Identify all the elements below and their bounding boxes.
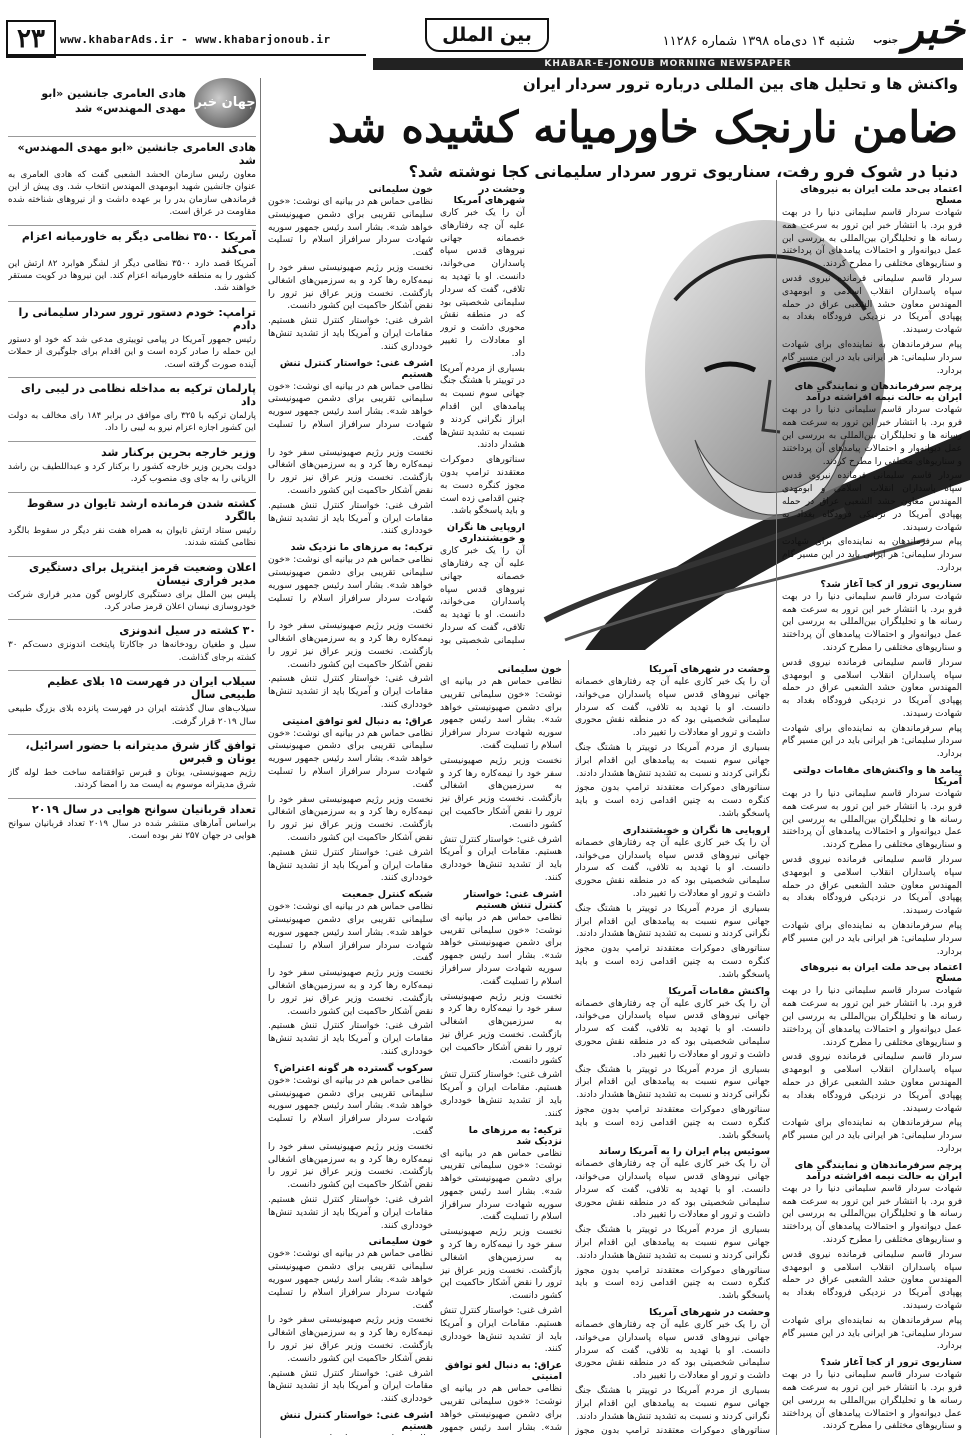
- article-paragraph: سردار قاسم سلیمانی فرمانده نیروی قدس سپاه پاسداران انقلاب اسلامی و ابومهدی المهندس معاون حشد الشعبی عراق در حمله پهپادی آمریکا در نزدیکی فرودگاه بغداد به شهادت رسیدند.: [782, 1249, 962, 1311]
- sidebar-news-text: سیلاب‌های سال گذشته ایران در فهرست پانزده بلای بزرگ طبیعی سال ۲۰۱۹ قرار گرفت.: [8, 704, 256, 727]
- article-paragraph: اشرف غنی: خواستار کنترل تنش هستیم. مقامات ایران و آمریکا باید از تشدید تنش‌ها خودداری کنند.: [268, 1368, 433, 1405]
- article-paragraph: سناتورهای دموکرات معتقدند ترامپ بدون مجوز کنگره دست به چنین اقدامی زده است و باید پاسخگو باشد.: [575, 1104, 770, 1141]
- sidebar-news-text: براساس آمارهای منتشر شده در سال ۲۰۱۹ تعداد قربانیان سوانح هوایی در جهان ۲۵۷ نفر بوده است.: [8, 818, 256, 842]
- article-paragraph: نظامی حماس هم در بیانیه ای نوشت: «خون سلیمانی تقریبی برای دشمن صهیونیستی خواهد شد». بشار اسد رئیس جمهور سوریه شهادت سردار سرافراز اسلام را تسلیت گفت.: [440, 912, 562, 987]
- article-subhead: اشرف غنی: خواستار کنترل تنش هستیم: [463, 888, 562, 911]
- sidebar-news-text: دولت بحرین وزیر خارجه کشور را برکنار کرد و عبداللطیف بن راشد الزیانی را به جای وی منصوب کرد.: [8, 461, 256, 485]
- article-subhead: عراق: به دنبال لغو توافق امنیتی: [444, 1360, 562, 1383]
- sidebar-news-title: اعلان وضعیت قرمز اینترپل برای دستگیری مدیر فراری نیسان: [8, 556, 256, 587]
- article-subhead: سرکوب گسترده هر گونه اعتراض؟: [273, 1062, 433, 1074]
- article-subhead: پیامد ها و واکنش‌های مقامات دولتی آمریکا: [793, 765, 962, 788]
- article-subhead: وحشت در شهرهای آمریکا: [649, 664, 770, 675]
- sidebar-news-item: [8, 225, 256, 295]
- article-paragraph: آن را یک خبر کاری علیه آن چه رفتارهای خصمانه جهانی نیروهای قدس سپاه پاسداران می‌خواند، دانست. او با تهدید به تلافی، گفت که سردار سلیمانی شخصیتی بود: [440, 546, 525, 646]
- header-rule: [6, 54, 366, 56]
- article-subhead: خون سلیمانی: [368, 184, 433, 195]
- article-paragraph: اشرف غنی: خواستار کنترل تنش هستیم. مقامات ایران و آمریکا باید از تشدید تنش‌ها خودداری کنند.: [440, 1306, 562, 1355]
- article-paragraph: پیام سرفرماندهان به نماینده‌ای برای شهادت سردار سلیمانی: هر ایرانی باید در این مسیر گام بردارد.: [782, 723, 962, 760]
- article-paragraph: نخست وزیر رژیم صهیونیستی سفر خود را نیمه‌کاره رها کرد و به سرزمین‌های اشغالی بازگشت. نخست وزیر عراق نیز ترور را نقض آشکار حاکمیت این کشور دانست.: [268, 794, 433, 844]
- sidebar-news-title: توافق گاز شرق مدیترانه با حضور اسرائیل، یونان و قبرس: [8, 734, 256, 765]
- article-paragraph: نخست وزیر رژیم صهیونیستی سفر خود را نیمه‌کاره رها کرد و به سرزمین‌های اشغالی بازگشت. نخست وزیر عراق نیز ترور را نقض آشکار حاکمیت این کشور دانست.: [268, 968, 433, 1017]
- article-subhead: اعتماد بی‌حد ملت ایران به نیروهای مسلح: [800, 962, 962, 985]
- article-paragraph: نظامی حماس هم در بیانیه ای نوشت: «خون سلیمانی تقریبی برای دشمن صهیونیستی خواهد شد». بشار اسد رئیس جمهور: [440, 1384, 562, 1433]
- sidebar-lead: هادی العامری جانشین «ابو مهدی المهندس» شد: [41, 87, 186, 115]
- article-paragraph: اشرف غنی: خواستار کنترل تنش هستیم. مقامات ایران و آمریکا باید از تشدید تنش‌ها خودداری کنند.: [268, 1021, 433, 1058]
- article-paragraph: پیام سرفرماندهان به نماینده‌ای برای شهادت سردار سلیمانی: هر ایرانی باید در این مسیر گام بردارد.: [782, 1118, 962, 1154]
- article-paragraph: سردار قاسم سلیمانی فرمانده نیروی قدس سپاه پاسداران انقلاب اسلامی و ابومهدی المهندس معاون حشد الشعبی عراق در حمله پهپادی آمریکا در نزدیکی فرودگاه بغداد به شهادت رسیدند.: [782, 273, 962, 336]
- article-paragraph: نخست وزیر رژیم صهیونیستی سفر خود را نیمه‌کاره رها کرد و به سرزمین‌های اشغالی بازگشت. نخست وزیر عراق نیز ترور را نقض آشکار حاکمیت این کشور دانست.: [440, 755, 562, 830]
- article-paragraph: شهادت سردار قاسم سلیمانی دنیا را در بهت فرو برد. با انتشار خبر این ترور به سرعت همه رسانه ها و تحلیلگران بین‌المللی به بررسی این عمل دیوانه‌وار و احتمالات پیامدهای آن پرداختند و سناریوهای مختلفی را مطرح کردند.: [782, 1183, 962, 1245]
- sidebar-news-item: [8, 441, 256, 486]
- sidebar-news-title: آمریکا ۳۵۰۰ نظامی دیگر به خاورمیانه اعزام می‌کند: [8, 225, 256, 256]
- article-column-2: [575, 660, 770, 1435]
- english-banner: KHABAR-E-JONOUB MORNING NEWSPAPER: [373, 58, 963, 70]
- article-subhead: اشرف غنی: خواستار کنترل تنش هستیم: [279, 1409, 433, 1432]
- sidebar-news-text: آمریکا قصد دارد ۳۵۰۰ نظامی دیگر از لشگر هوابرد ۸۲ ارتش این کشور را به منطقه خاورمیانه اعزام کند. این نیروها در کویت مستقر خواهند شد.: [8, 258, 256, 294]
- column-divider: [568, 660, 569, 1435]
- article-subhead: وحشت در شهرهای آمریکا: [453, 184, 525, 206]
- article-paragraph: نخست وزیر رژیم صهیونیستی سفر خود را نیمه‌کاره رها کرد و به سرزمین‌های اشغالی بازگشت. نخست وزیر عراق نیز ترور را نقض آشکار حاکمیت این کشور دانست.: [268, 1141, 433, 1191]
- sidebar-news-text: پلیس بین الملل برای دستگیری کارلوس گون مدیر فراری شرکت خودروسازی نیسان اعلان قرمز صادر کرد.: [8, 589, 256, 612]
- article-paragraph: نظامی حماس هم در بیانیه ای نوشت: «خون سلیمانی تقریبی برای دشمن صهیونیستی خواهد شد». بشار اسد رئیس جمهور سوریه شهادت سردار سرافراز اسلام را تسلیت گفت.: [268, 728, 433, 790]
- sidebar-news-text: رئیس ستاد ارتش تایوان به همراه هفت نفر دیگر در سقوط بالگرد نظامی کشته شدند.: [8, 525, 256, 549]
- news-sidebar: [8, 78, 256, 1438]
- article-paragraph: سناتورهای دموکرات معتقدند ترامپ بدون مجوز کنگره دست به چنین اقدامی زده است و باید پاسخگو باشد.: [440, 455, 525, 517]
- article-paragraph: پیام سرفرماندهان به نماینده‌ای برای شهادت سردار سلیمانی: هر ایرانی باید در این مسیر گام بردارد.: [782, 921, 962, 957]
- logo-text: خبر: [903, 4, 965, 53]
- column-divider: [260, 78, 261, 1438]
- sidebar-news-text: سیل و طغیان رودخانه‌ها در جاکارتا پایتخت اندونزی دست‌کم ۳۰ کشته برجای گذاشت.: [8, 640, 256, 663]
- sidebar-news-item: [8, 670, 256, 728]
- sidebar-news-item: [8, 734, 256, 792]
- headline: ضامن نارنجک خاورمیانه کشیده شد: [327, 103, 958, 153]
- article-paragraph: نظامی حماس هم در بیانیه ای نوشت: «خون سلیمانی تقریبی برای دشمن صهیونیستی خواهد شد». بشار اسد رئیس جمهور سوریه شهادت سردار سرافراز اسلام را تسلیت گفت.: [268, 902, 433, 964]
- article-paragraph: سردار قاسم سلیمانی فرمانده نیروی قدس سپاه پاسداران انقلاب اسلامی و ابومهدی المهندس معاون حشد الشعبی عراق در حمله پهپادی آمریکا در نزدیکی فرودگاه بغداد به شهادت رسیدند.: [782, 855, 962, 917]
- article-paragraph: نخست وزیر رژیم صهیونیستی سفر خود را نیمه‌کاره رها کرد و به سرزمین‌های اشغالی بازگشت. نخست وزیر عراق نیز ترور را نقض آشکار حاکمیت این کشور دانست.: [268, 262, 433, 312]
- article-paragraph: اشرف غنی: خواستار کنترل تنش هستیم. مقامات ایران و آمریکا باید از تشدید تنش‌ها خودداری کنند.: [268, 1194, 433, 1231]
- article-paragraph: سناتورهای دموکرات معتقدند ترامپ بدون مجوز: [575, 1426, 770, 1435]
- article-paragraph: اشرف غنی: خواستار کنترل تنش هستیم. مقامات ایران و آمریکا باید از تشدید تنش‌ها خودداری کنند.: [268, 847, 433, 884]
- logo: [865, 4, 965, 56]
- article-subhead: خون سلیمانی: [368, 1236, 433, 1248]
- article-paragraph: نظامی حماس هم در بیانیه ای نوشت: «خون سلیمانی تقریبی برای دشمن صهیونیستی خواهد شد». بشار اسد رئیس جمهور سوریه شهادت سردار سرافراز اسلام را تسلیت گفت.: [268, 197, 433, 259]
- article-paragraph: نخست وزیر رژیم صهیونیستی سفر خود را نیمه‌کاره رها کرد و به سرزمین‌های اشغالی بازگشت. نخست وزیر عراق نیز ترور را نقض آشکار حاکمیت این کشور دانست.: [268, 621, 433, 670]
- article-paragraph: سردار قاسم سلیمانی فرمانده نیروی قدس سپاه پاسداران انقلاب اسلامی و ابومهدی المهندس معاون حشد الشعبی عراق در حمله پهپادی آمریکا در نزدیکی فرودگاه بغداد به شهادت رسیدند.: [782, 1052, 962, 1114]
- article-paragraph: اشرف غنی: خواستار کنترل تنش هستیم. مقامات ایران و آمریکا باید از تشدید تنش‌ها خودداری کنند.: [268, 316, 433, 352]
- article-paragraph: آن را یک خبر کاری علیه آن چه رفتارهای خصمانه جهانی نیروهای قدس سپاه پاسداران می‌خواند، دانست. او با تهدید به تلافی، گفت که سردار سلیمانی شخصیتی بود که در منطقه نقش محوری داشت و ترور او معادلات را تغییر داد.: [440, 208, 525, 359]
- article-paragraph: نخست وزیر رژیم صهیونیستی سفر خود را نیمه‌کاره رها کرد و به سرزمین‌های اشغالی بازگشت. نخست وزیر عراق نیز ترور را نقض آشکار حاکمیت این کشور دانست.: [268, 1315, 433, 1364]
- article-paragraph: اشرف غنی: خواستار کنترل تنش هستیم. مقامات ایران و آمریکا باید از تشدید تنش‌ها خودداری کنند.: [440, 834, 562, 883]
- article-paragraph: شهادت سردار قاسم سلیمانی دنیا را در بهت فرو برد. با انتشار خبر این ترور به سرعت همه رسانه ها و تحلیلگران بین‌المللی به بررسی این عمل دیوانه‌وار و احتمالات پیامدهای آن پرداختند و سناریوهای مختلفی را مطرح کردند.: [782, 1370, 962, 1432]
- article-column-3: [268, 180, 433, 1435]
- sidebar-news-item: [8, 619, 256, 664]
- sidebar-news-text: پارلمان ترکیه با ۳۲۵ رای موافق در برابر ۱۸۴ رای مخالف به دولت این کشور اجازه اعزام نیرو به لیبی را داد.: [8, 411, 256, 434]
- column-divider: [776, 180, 777, 1435]
- article-paragraph: شهادت سردار قاسم سلیمانی دنیا را در بهت فرو برد. با انتشار خبر این ترور به سرعت همه رسانه ها و تحلیلگران بین‌المللی به بررسی این عمل دیوانه‌وار و احتمالات پیامدهای آن پرداختند و سناریوهای مختلفی را مطرح کردند.: [782, 591, 962, 653]
- globe-icon: [194, 78, 256, 128]
- article-paragraph: بسیاری از مردم آمریکا در توییتر با هشتگ جنگ جهانی سوم نسبت به پیامدهای این اقدام ابراز نگرانی کردند و نسبت به تشدید تنش‌ها هشدار دادند.: [575, 903, 770, 940]
- sidebar-news-title: ترامپ: خودم دستور ترور سردار سلیمانی را دادم: [8, 301, 256, 332]
- article-column-1: [782, 180, 962, 1435]
- sidebar-news-title: هادی العامری جانشین «ابو مهدی المهندس» شد: [8, 136, 256, 167]
- article-paragraph: بسیاری از مردم آمریکا در توییتر با هشتگ جنگ جهانی سوم نسبت به پیامدهای این اقدام ابراز نگرانی کردند و نسبت به تشدید تنش‌ها هشدار دادند.: [575, 742, 770, 779]
- article-subhead: اروپایی ها نگران و خویشتنداری: [446, 522, 525, 545]
- article-subhead: سناریوی ترور از کجا آغاز شد؟: [820, 578, 962, 590]
- article-subhead: شبکه کنترل جمعیت: [341, 889, 433, 901]
- article-paragraph: آن را یک خبر کاری علیه آن چه رفتارهای خصمانه جهانی نیروهای قدس سپاه پاسداران می‌خواند، دانست. او با تهدید به تلافی، گفت که سردار سلیمانی شخصیتی بود که در منطقه نقش محوری داشت و ترور او معادلات را تغییر داد.: [575, 1320, 770, 1382]
- sidebar-news-title: وزیر خارجه بحرین برکنار شد: [8, 441, 256, 459]
- article-paragraph: نظامی حماس هم در بیانیه ای نوشت: «خون سلیمانی تقریبی برای دشمن صهیونیستی خواهد شد». بشار اسد رئیس جمهور سوریه شهادت سردار سرافراز اسلام را تسلیت گفت.: [268, 381, 433, 443]
- article-paragraph: آن را یک خبر کاری علیه آن چه رفتارهای خصمانه جهانی نیروهای قدس سپاه پاسداران می‌خواند، دانست. او با تهدید به تلافی، گفت که سردار سلیمانی شخصیتی بود که در منطقه نقش محوری داشت و ترور او معادلات را تغییر داد.: [575, 677, 770, 739]
- article-paragraph: سردار قاسم سلیمانی فرمانده نیروی قدس سپاه پاسداران انقلاب اسلامی و ابومهدی المهندس معاون حشد الشعبی عراق در حمله پهپادی آمریکا در نزدیکی فرودگاه بغداد به شهادت رسیدند.: [782, 657, 962, 719]
- sidebar-news-item: [8, 301, 256, 371]
- subhead: دنیا در شوک فرو رفت، سناریوی ترور سردار سلیمانی کجا نوشته شد؟: [408, 162, 958, 181]
- article-paragraph: شهادت سردار قاسم سلیمانی دنیا را در بهت فرو برد. با انتشار خبر این ترور به سرعت همه رسانه ها و تحلیلگران بین‌المللی به بررسی این عمل دیوانه‌وار و احتمالات پیامدهای آن پرداختند و سناریوهای مختلفی را مطرح کردند.: [782, 986, 962, 1048]
- article-paragraph: نظامی حماس هم در بیانیه ای نوشت: «خون سلیمانی تقریبی برای دشمن صهیونیستی خواهد شد». بشار اسد رئیس جمهور سوریه شهادت سردار سرافراز اسلام را تسلیت گفت.: [440, 677, 562, 751]
- article-subhead: ترکیه: به مرزهای ما نزدیک شد: [290, 542, 433, 554]
- article-column-2-top: [440, 180, 525, 650]
- sidebar-news-text: رئیس جمهور آمریکا در پیامی توییتری مدعی شد که خود او دستور این حمله را صادر کرده است و این اقدام برای جلوگیری از حملات آینده صورت گرفته است.: [8, 334, 256, 370]
- article-paragraph: آن را یک خبر کاری علیه آن چه رفتارهای خصمانه جهانی نیروهای قدس سپاه پاسداران می‌خواند، دانست. او با تهدید به تلافی، گفت که سردار سلیمانی شخصیتی بود که در منطقه نقش محوری داشت و ترور او معادلات را تغییر داد.: [575, 1159, 770, 1221]
- article-subhead: اشرف غنی: خواستار کنترل تنش هستیم: [279, 357, 433, 380]
- article-subhead: پرچم سرفرماندهان و نمایندگی های ایران به حالت نیمه افراشته درآمد: [794, 1159, 962, 1182]
- sidebar-news-title: پارلمان ترکیه به مداخله نظامی در لیبی رای داد: [8, 377, 256, 408]
- article-subhead: عراق: به دنبال لغو توافق امنیتی: [282, 715, 433, 727]
- article-paragraph: اشرف غنی: خواستار کنترل تنش هستیم. مقامات ایران و آمریکا باید از تشدید تنش‌ها خودداری کنند.: [440, 1070, 562, 1119]
- sidebar-news-item: [8, 136, 256, 219]
- article-paragraph: نظامی حماس هم در بیانیه ای نوشت: «خون سلیمانی تقریبی برای دشمن صهیونیستی خواهد شد». بشار اسد رئیس جمهور سوریه شهادت سردار سرافراز اسلام را تسلیت گفت.: [440, 1148, 562, 1223]
- article-paragraph: بسیاری از مردم آمریکا در توییتر با هشتگ جنگ جهانی سوم نسبت به پیامدهای این اقدام ابراز نگرانی کردند و نسبت به تشدید تنش‌ها هشدار دادند.: [575, 1386, 770, 1422]
- sidebar-news-item: [8, 556, 256, 614]
- sidebar-news-item: [8, 798, 256, 843]
- site-urls: www.khabarAds.ir - www.khabarjonoub.ir: [60, 33, 331, 46]
- masthead: [0, 0, 970, 69]
- section-label: بین الملل: [425, 18, 549, 52]
- sidebar-news-text: رژیم صهیونیستی، یونان و قبرس توافقنامه ساخت خط لوله گاز شرق مدیترانه موسوم به ایست مد را امضا کردند.: [8, 767, 256, 791]
- sidebar-news-item: [8, 377, 256, 435]
- article-paragraph: شهادت سردار قاسم سلیمانی دنیا را در بهت فرو برد. با انتشار خبر این ترور به سرعت همه رسانه ها و تحلیلگران بین‌المللی به بررسی این عمل دیوانه‌وار و احتمالات پیامدهای آن پرداختند و سناریوهای مختلفی را مطرح کردند.: [782, 405, 962, 467]
- issue-date: شنبه ۱۴ دی‌ماه ۱۳۹۸ شماره ۱۱۲۸۶: [662, 34, 855, 49]
- article-paragraph: نخست وزیر رژیم صهیونیستی سفر خود را نیمه‌کاره رها کرد و به سرزمین‌های اشغالی بازگشت. نخست وزیر عراق نیز ترور را نقض آشکار حاکمیت این کشور دانست.: [268, 447, 433, 496]
- article-subhead: اروپایی ها نگران و خویشتنداری: [622, 824, 770, 836]
- article-paragraph: شهادت سردار قاسم سلیمانی دنیا را در بهت فرو برد. با انتشار خبر این ترور به سرعت همه رسانه ها و تحلیلگران بین‌المللی به بررسی این عمل دیوانه‌وار و احتمالات پیامدهای آن پرداختند و سناریوهای مختلفی را مطرح کردند.: [782, 208, 962, 270]
- article-paragraph: نظامی حماس هم در بیانیه ای نوشت: «خون سلیمانی تقریبی برای دشمن صهیونیستی خواهد شد». بشار اسد رئیس جمهور سوریه شهادت سردار سرافراز اسلام را تسلیت گفت.: [268, 555, 433, 617]
- page-number: ۲۳: [6, 20, 56, 58]
- article-paragraph: پیام سرفرماندهان به نماینده‌ای برای شهادت سردار سلیمانی: هر ایرانی باید در این مسیر گام بردارد.: [782, 1315, 962, 1352]
- article-subhead: ترکیه: به مرزهای ما نزدیک شد: [468, 1124, 562, 1147]
- article-paragraph: بسیاری از مردم آمریکا در توییتر با هشتگ جنگ جهانی سوم نسبت به پیامدهای این اقدام ابراز نگرانی کردند و نسبت به تشدید تنش‌ها هشدار دادند.: [575, 1225, 770, 1261]
- article-subhead: اعتماد بی‌حد ملت ایران به نیروهای مسلح: [800, 184, 962, 206]
- sidebar-news-title: سیلاب ایران در فهرست ۱۵ بلای عظیم طبیعی سال: [8, 670, 256, 701]
- article-subhead: خون سلیمانی: [497, 664, 562, 675]
- article-paragraph: آن را یک خبر کاری علیه آن چه رفتارهای خصمانه جهانی نیروهای قدس سپاه پاسداران می‌خواند، دانست. او با تهدید به تلافی، گفت که سردار سلیمانی شخصیتی بود که در منطقه نقش محوری داشت و ترور او معادلات را تغییر داد.: [575, 998, 770, 1060]
- article-paragraph: پیام سرفرماندهان به نماینده‌ای برای شهادت سردار سلیمانی: هر ایرانی باید در این مسیر گام بردارد.: [782, 339, 962, 376]
- article-paragraph: نخست وزیر رژیم صهیونیستی سفر خود را نیمه‌کاره رها کرد و به سرزمین‌های اشغالی بازگشت. نخست وزیر عراق نیز ترور را نقض آشکار حاکمیت این کشور دانست.: [440, 991, 562, 1066]
- sidebar-news-title: کشته شدن فرمانده ارشد تایوان در سقوط بالگرد: [8, 492, 256, 523]
- sidebar-news-item: [8, 492, 256, 550]
- sidebar-items: [8, 130, 256, 843]
- article-paragraph: بسیاری از مردم آمریکا در توییتر با هشتگ جنگ جهانی سوم نسبت به پیامدهای این اقدام ابراز نگرانی کردند و نسبت به تشدید تنش‌ها هشدار دادند.: [440, 363, 525, 451]
- article-paragraph: سناتورهای دموکرات معتقدند ترامپ بدون مجوز کنگره دست به چنین اقدامی زده است و باید پاسخگو باشد.: [575, 944, 770, 980]
- article-paragraph: نخست وزیر رژیم صهیونیستی سفر خود را نیمه‌کاره رها کرد و به سرزمین‌های اشغالی بازگشت. نخست وزیر عراق نیز ترور را نقض آشکار حاکمیت این کشور دانست.: [440, 1227, 562, 1302]
- article-paragraph: نظامی حماس هم در بیانیه ای نوشت: «خون سلیمانی تقریبی برای دشمن صهیونیستی خواهد شد». بشار اسد رئیس جمهور سوریه شهادت سردار سرافراز اسلام را تسلیت گفت.: [268, 1249, 433, 1311]
- article-paragraph: سناتورهای دموکرات معتقدند ترامپ بدون مجوز کنگره دست به چنین اقدامی زده است و باید پاسخگو باشد.: [575, 783, 770, 819]
- article-subhead: پرچم سرفرماندهان و نمایندگی های ایران به حالت نیمه افراشته درآمد: [794, 381, 962, 404]
- article-subhead: وحشت در شهرهای آمریکا: [649, 1307, 770, 1319]
- article-column-3-lower: [440, 660, 562, 1435]
- sidebar-news-title: ۳۰ کشته در سیل اندونزی: [8, 619, 256, 637]
- article-paragraph: اشرف غنی: خواستار کنترل تنش هستیم. مقامات ایران و آمریکا باید از تشدید تنش‌ها خودداری کنند.: [268, 500, 433, 537]
- article-paragraph: آن را یک خبر کاری علیه آن چه رفتارهای خصمانه جهانی نیروهای قدس سپاه پاسداران می‌خواند، دانست. او با تهدید به تلافی، گفت که سردار سلیمانی شخصیتی بود که در منطقه نقش محوری داشت و ترور او معادلات را تغییر داد.: [575, 837, 770, 899]
- logo-sub: جنوب: [873, 36, 899, 46]
- article-paragraph: سردار قاسم سلیمانی فرمانده نیروی قدس سپاه پاسداران انقلاب اسلامی و ابومهدی المهندس معاون حشد الشعبی عراق در حمله پهپادی آمریکا در نزدیکی فرودگاه بغداد به شهادت رسیدند.: [782, 471, 962, 533]
- article-subhead: سوئیس پیام ایران را به آمریکا رساند: [598, 1146, 770, 1158]
- article-paragraph: نظامی حماس هم در بیانیه ای نوشت: «خون سلیمانی تقریبی برای دشمن صهیونیستی خواهد شد». بشار اسد رئیس جمهور سوریه شهادت سردار سرافراز اسلام را تسلیت گفت.: [268, 1075, 433, 1137]
- article-paragraph: سناتورهای دموکرات معتقدند ترامپ بدون مجوز کنگره دست به چنین اقدامی زده است و باید پاسخگو باشد.: [575, 1265, 770, 1302]
- sidebar-news-text: معاون رئیس سازمان الحشد الشعبی گفت که هادی العامری به عنوان جانشین شهید ابومهدی المهندس انتخاب شد. وی پیش از این فرماندهی سازمان بدر را بر عهده داشت و از نیروهای شناخته شده مقاومت در عراق است.: [8, 170, 256, 218]
- article-subhead: سناریوی ترور از کجا آغاز شد؟: [820, 1357, 962, 1369]
- article-paragraph: بسیاری از مردم آمریکا در توییتر با هشتگ جنگ جهانی سوم نسبت به پیامدهای این اقدام ابراز نگرانی کردند و نسبت به تشدید تنش‌ها هشدار دادند.: [575, 1064, 770, 1101]
- sidebar-badge: جهان خبر: [194, 95, 256, 110]
- article-paragraph: اشرف غنی: خواستار کنترل تنش هستیم. مقامات ایران و آمریکا باید از تشدید تنش‌ها خودداری کنند.: [268, 674, 433, 710]
- article-paragraph: شهادت سردار قاسم سلیمانی دنیا را در بهت فرو برد. با انتشار خبر این ترور به سرعت همه رسانه ها و تحلیلگران بین‌المللی به بررسی این عمل دیوانه‌وار و احتمالات پیامدهای آن پرداختند و سناریوهای مختلفی را مطرح کردند.: [782, 789, 962, 851]
- sidebar-news-title: تعداد قربانیان سوانح هوایی در سال ۲۰۱۹: [8, 798, 256, 816]
- kicker: واکنش ها و تحلیل های بین المللی درباره ترور سردار ایران: [522, 75, 958, 93]
- article-subhead: واکنش مقامات آمریکا: [668, 985, 770, 997]
- article-paragraph: [268, 1433, 433, 1435]
- article-paragraph: پیام سرفرماندهان به نماینده‌ای برای شهادت سردار سلیمانی: هر ایرانی باید در این مسیر گام بردارد.: [782, 537, 962, 573]
